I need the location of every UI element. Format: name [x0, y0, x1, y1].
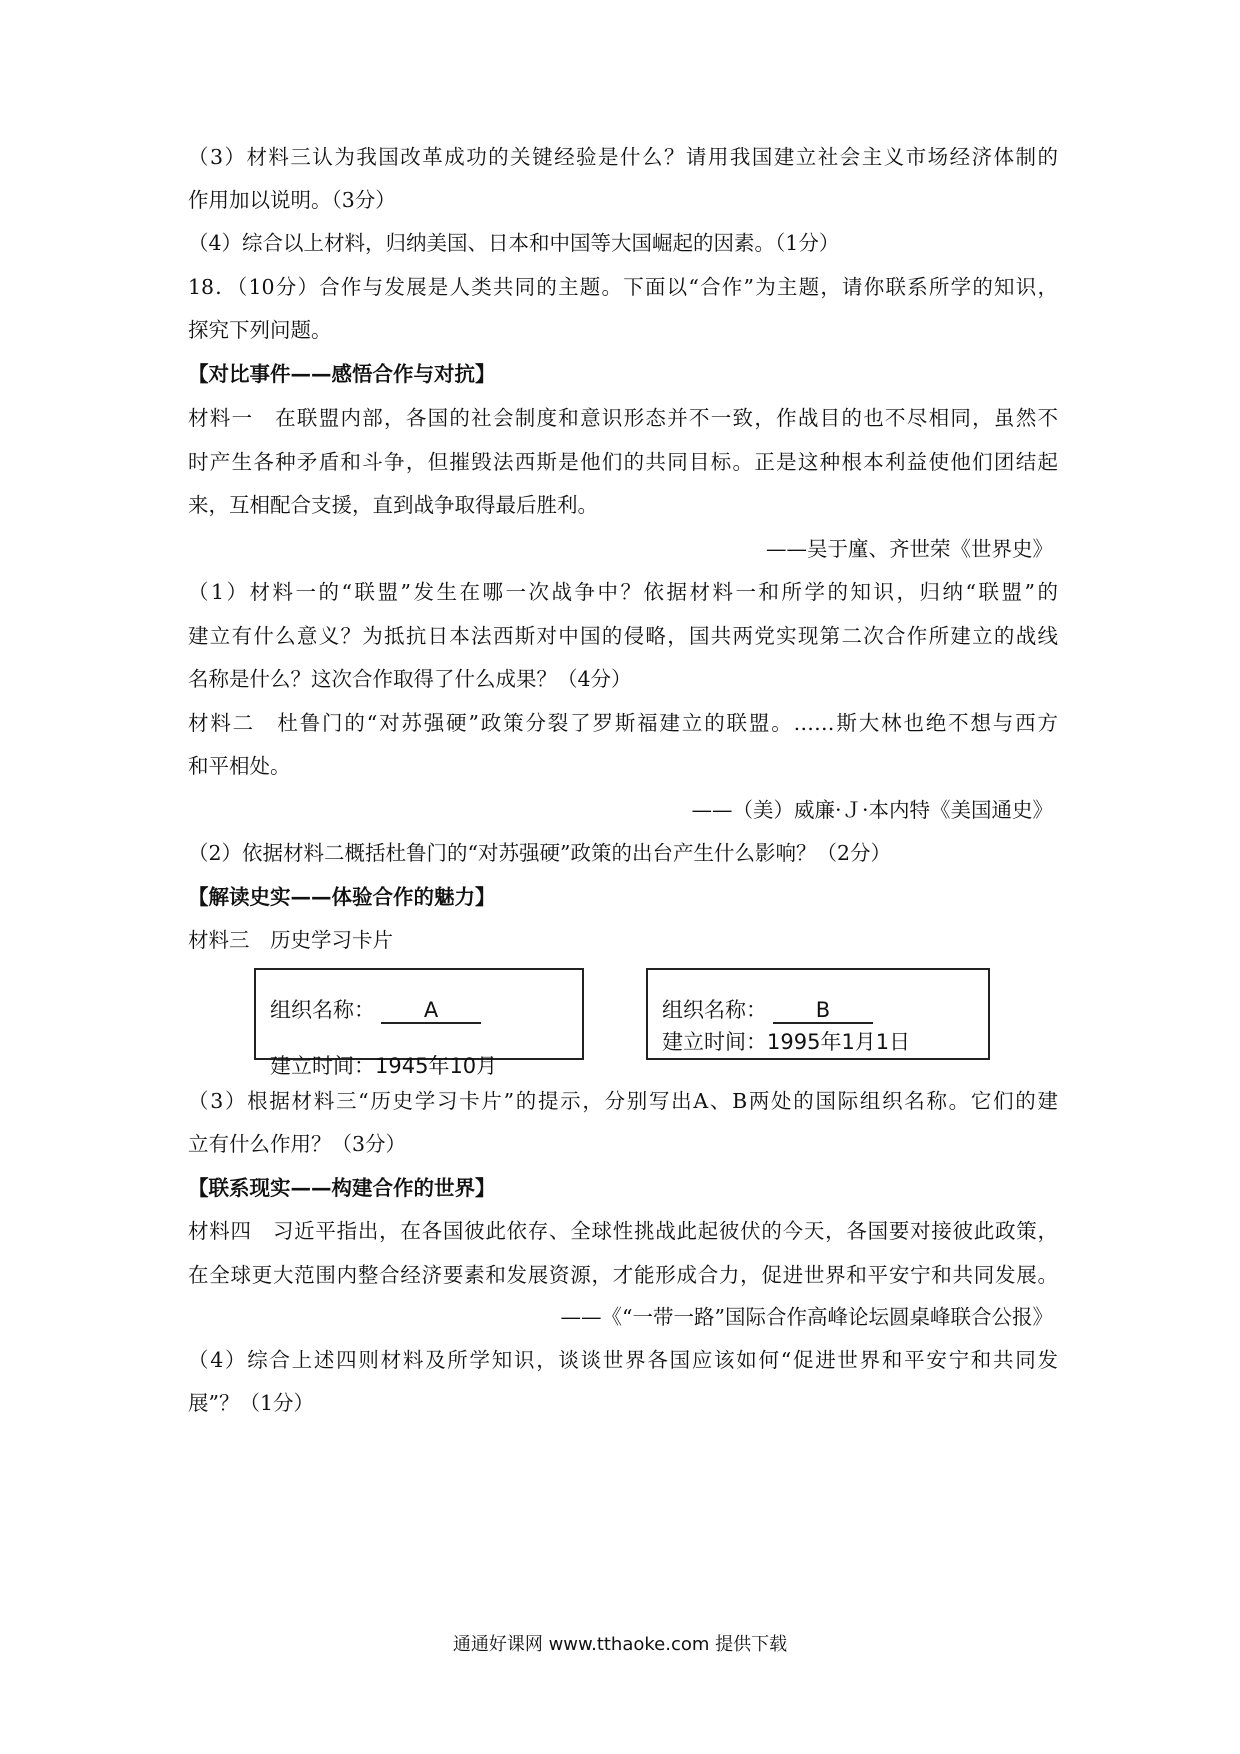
material4-source: ——《“一带一路”国际合作高峰论坛圆桌峰联合公报》: [560, 1305, 1053, 1329]
q1-line3: 名称是什么？这次合作取得了什么成果？（4分）: [188, 667, 632, 691]
material1-line1: 材料一 在联盟内部，各国的社会制度和意识形态并不一致，作战目的也不尽相同，虽然不: [188, 406, 1058, 430]
card-a-name-row: [270, 994, 481, 1024]
card-a-label: 组织名称：: [270, 998, 375, 1022]
material1-line3: 来，互相配合支援，直到战争取得最后胜利。: [188, 493, 598, 517]
q18-intro-line1: 18．（10分）合作与发展是人类共同的主题。下面以“合作”为主题，请你联系所学的知识，: [188, 275, 1058, 299]
section-heading-interpret: 【解读史实——体验合作的魅力】: [188, 885, 496, 909]
card-b-label: 组织名称：: [662, 998, 767, 1022]
material4-line2: 在全球更大范围内整合经济要素和发展资源，才能形成合力，促进世界和平安宁和共同发展。: [188, 1263, 1058, 1287]
q1-line2: 建立有什么意义？为抵抗日本法西斯对中国的侵略，国共两党实现第二次合作所建立的战线: [188, 624, 1058, 648]
material2-line2: 和平相处。: [188, 754, 291, 778]
q3-line1: （3）根据材料三“历史学习卡片”的提示，分别写出A、B两处的国际组织名称。它们的建: [188, 1089, 1058, 1113]
q17-4: （4）综合以上材料，归纳美国、日本和中国等大国崛起的因素。（1分）: [188, 231, 840, 255]
material4-line1: 材料四 习近平指出，在各国彼此依存、全球性挑战此起彼伏的今天，各国要对接彼此政策，: [188, 1219, 1058, 1243]
card-b-name-row: [662, 994, 873, 1024]
section-heading-reality: 【联系现实——构建合作的世界】: [188, 1176, 496, 1200]
q1-line1: （1）材料一的“联盟”发生在哪一次战争中？依据材料一和所学的知识，归纳“联盟”的: [188, 580, 1058, 604]
q4-line1: （4）综合上述四则材料及所学知识，谈谈世界各国应该如何“促进世界和平安宁和共同发: [188, 1348, 1058, 1372]
q4-line2: 展”？（1分）: [188, 1391, 315, 1415]
history-card-a: [254, 968, 584, 1078]
q3-line2: 立有什么作用？（3分）: [188, 1132, 407, 1156]
material1-line2: 时产生各种矛盾和斗争，但摧毁法西斯是他们的共同目标。正是这种根本利益使他们团结起: [188, 450, 1058, 474]
card-a-time: 建立时间：1945年10月: [270, 1054, 498, 1078]
material2-line1: 材料二 杜鲁门的“对苏强硬”政策分裂了罗斯福建立的联盟。……斯大林也绝不想与西方: [188, 711, 1058, 735]
history-card-b: [646, 968, 990, 1060]
q18-intro-line2: 探究下列问题。: [188, 318, 332, 342]
card-a-blank: A: [381, 998, 481, 1024]
q17-3-line2: 作用加以说明。（3分）: [188, 188, 396, 212]
card-b-time: 建立时间：1995年1月1日: [662, 1030, 911, 1054]
q2: （2）依据材料二概括杜鲁门的“对苏强硬”政策的出台产生什么影响？（2分）: [188, 841, 892, 865]
q17-3-line1: （3）材料三认为我国改革成功的关键经验是什么？请用我国建立社会主义市场经济体制的: [188, 145, 1058, 169]
card-b-blank: B: [773, 998, 873, 1024]
footer-download-note: 通通好课网 www.tthaoke.com 提供下载: [452, 1634, 788, 1655]
material3-title: 材料三 历史学习卡片: [188, 928, 393, 952]
material2-source: ——（美）威廉·Ｊ·本内特《美国通史》: [691, 798, 1053, 822]
material1-source: ——吴于廑、齐世荣《世界史》: [766, 537, 1053, 561]
section-heading-contrast: 【对比事件——感悟合作与对抗】: [188, 362, 496, 386]
